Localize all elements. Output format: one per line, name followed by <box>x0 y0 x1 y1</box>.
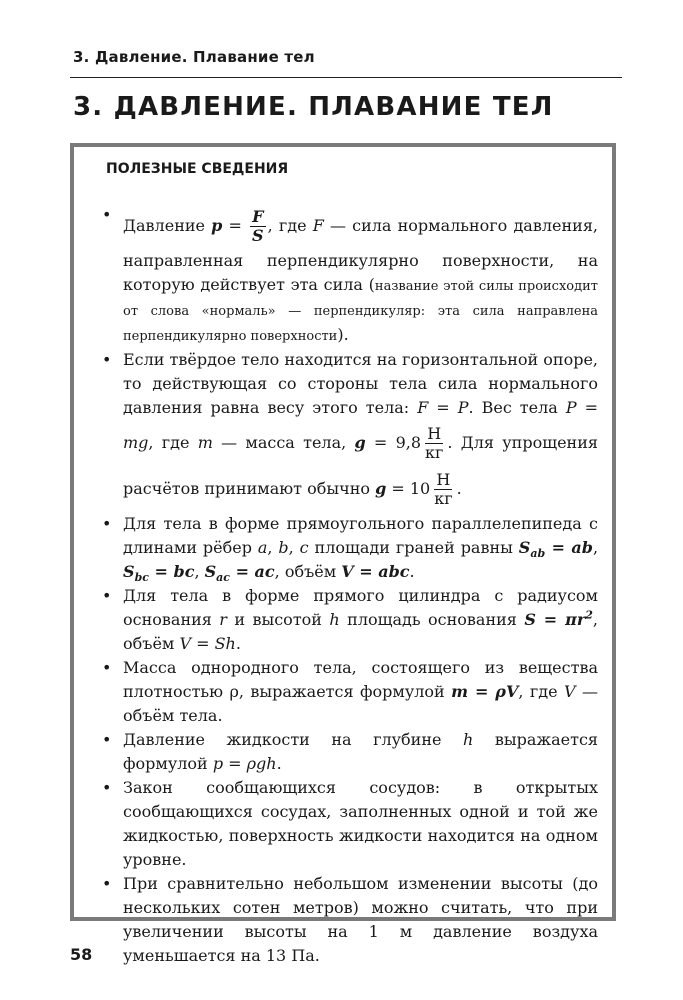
text: — сила нормального давления, направленная перпендикулярно поверхности, на которую действует эта сила ( <box>123 216 598 294</box>
list-item-mass <box>98 656 598 728</box>
running-header: 3. Давление. Плавание тел <box>73 48 315 66</box>
var-s: S <box>123 562 135 581</box>
list-item-communicating-vessels <box>98 776 598 872</box>
text: Для тела в форме прямоугольного параллелепипеда с длинами рёбер <box>123 514 598 557</box>
formula <box>204 562 275 585</box>
var: F <box>312 216 324 235</box>
var: b <box>278 538 289 557</box>
var-g: g <box>375 479 387 498</box>
text: , где <box>518 682 565 701</box>
subscript: bc <box>134 571 149 585</box>
header-rule <box>70 77 622 78</box>
formula: m = ρV <box>451 682 519 701</box>
text: , <box>267 538 279 557</box>
value: = ab <box>545 538 593 557</box>
value: = 10 <box>386 479 431 498</box>
text: ). <box>337 325 349 344</box>
value: = bc <box>148 562 195 581</box>
list-item-cylinder <box>98 584 598 656</box>
var-s: S <box>518 538 531 557</box>
list-item-weight <box>98 348 598 512</box>
var-g: g <box>354 433 366 452</box>
formula: p = ρgh <box>212 754 277 773</box>
text: , <box>288 538 300 557</box>
text: , <box>592 538 599 557</box>
formula-p: p <box>211 216 223 235</box>
page-number: 58 <box>70 945 93 964</box>
text: , где <box>148 433 198 452</box>
value: = ac <box>230 562 275 581</box>
text: и высотой <box>226 610 330 629</box>
formula-area: S = πr <box>524 610 586 629</box>
text: Для тела в форме прямого цилиндра с радиусом основания <box>123 586 598 629</box>
list-item-air-pressure <box>98 872 598 968</box>
unit-denominator: кг <box>434 489 453 508</box>
unit-numerator: Н <box>427 424 442 443</box>
formula <box>518 538 593 561</box>
chapter-title: 3. ДАВЛЕНИЕ. ПЛАВАНИЕ ТЕЛ <box>73 92 554 122</box>
unit-denominator: кг <box>425 443 444 462</box>
unit-fraction <box>432 471 454 508</box>
text: Масса однородного тела, состоящего из вещества плотностью ρ, выражается формулой <box>123 658 598 701</box>
list-item-pressure <box>98 203 598 348</box>
text: , объём <box>274 562 342 581</box>
unit-fraction <box>423 425 445 462</box>
formula <box>123 562 195 585</box>
superscript: 2 <box>585 608 593 622</box>
text: . Вес тела <box>468 398 566 417</box>
subscript: ac <box>216 571 230 585</box>
small-note: название этой силы происходит от слова «нормаль» — перпендикуляр: эта сила направлена перпендикулярно поверхности <box>123 279 598 344</box>
fraction-f-over-s <box>250 208 266 245</box>
text: Давление жидкости на глубине <box>123 730 464 749</box>
text: При сравнительно небольшом изменении высоты (до нескольких сотен метров) можно считать, что при увеличении высоты на 1 м давление воздуха уменьшается на 13 Па. <box>123 874 598 965</box>
text: . <box>409 562 415 581</box>
list-item-liquid-pressure <box>98 728 598 776</box>
fraction-numerator: F <box>252 207 264 226</box>
text: Закон сообщающихся сосудов: в открытых сообщающихся сосудах, заполненных одной и той же жидкостью, поверхность жидкости находится на одном уровне. <box>123 778 598 869</box>
var: m <box>197 433 213 452</box>
text: . <box>456 479 462 498</box>
text: — объём тела. <box>123 682 599 725</box>
text: площади граней равны <box>308 538 519 557</box>
var: h <box>329 610 340 629</box>
bullet-list <box>98 203 598 968</box>
subscript: ab <box>530 547 546 561</box>
value: = 9,8 <box>365 433 422 452</box>
var-s: S <box>204 562 217 581</box>
text: — масса тела, <box>212 433 355 452</box>
var: r <box>219 610 227 629</box>
fraction-denominator: S <box>252 226 264 245</box>
text: площадь основания <box>339 610 525 629</box>
box-heading: ПОЛЕЗНЫЕ СВЕДЕНИЯ <box>106 161 289 177</box>
unit-numerator: Н <box>436 470 451 489</box>
var: h <box>463 730 474 749</box>
var: c <box>299 538 309 557</box>
formula: V = Sh <box>179 634 236 653</box>
var: V <box>564 682 576 701</box>
formula: P = mg <box>123 398 598 452</box>
text: Давление <box>123 216 212 235</box>
text: , объём <box>123 610 598 653</box>
text: , <box>194 562 205 581</box>
list-item-parallelepiped <box>98 512 598 584</box>
text: выражается формулой <box>123 730 599 773</box>
formula: F = P <box>417 398 469 417</box>
formula: V = abc <box>341 562 410 581</box>
text: , где <box>267 216 313 235</box>
var: a <box>257 538 268 557</box>
text: . <box>235 634 241 653</box>
formula <box>524 610 593 629</box>
text: . Для упрощения расчётов принимают обычно <box>123 433 598 498</box>
text: Если твёрдое тело находится на горизонтальной опоре, то действующая со стороны тела сила нормального давления равна весу этого тела: <box>123 350 599 417</box>
text: = <box>222 216 249 235</box>
text: . <box>276 754 282 773</box>
